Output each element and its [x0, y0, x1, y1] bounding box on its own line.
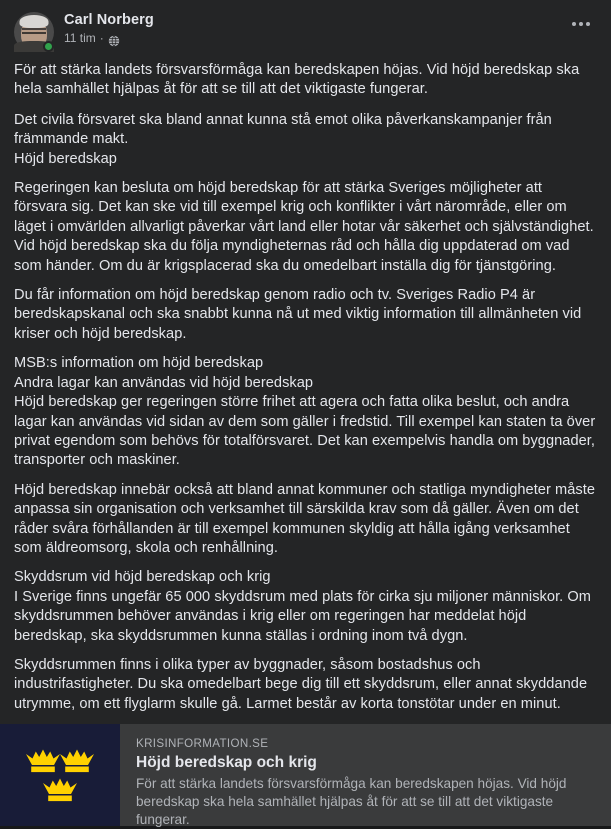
online-status-indicator: [43, 41, 54, 52]
link-preview-domain: KRISINFORMATION.SE: [136, 737, 269, 751]
avatar-hair: [20, 15, 49, 28]
link-preview-title[interactable]: Höjd beredskap och krig: [136, 754, 317, 772]
avatar-glasses: [22, 28, 46, 34]
post-meta: [64, 31, 565, 46]
avatar[interactable]: [14, 12, 54, 52]
link-preview-thumbnail[interactable]: [0, 724, 120, 826]
post-paragraph: Du får information om höjd beredskap genom radio och tv. Sveriges Radio P4 är beredskapskanal och ska snabbt kunna nå ut med viktig information till allmänheten vid kriser och höjd beredskap.: [14, 287, 582, 342]
post-timestamp[interactable]: 11 tim: [64, 31, 96, 45]
meta-separator: ·: [99, 31, 104, 45]
post-body: [0, 55, 611, 724]
link-preview-info: [120, 724, 611, 826]
globe-icon[interactable]: [108, 34, 120, 46]
three-crowns-emblem-icon: [24, 744, 96, 806]
more-options-dot: [579, 22, 583, 26]
post-paragraph: För att stärka landets försvarsförmåga kan beredskapen höjas. Vid höjd beredskap ska hela samhället hjälpas åt för att se till att det viktigaste fungerar.: [14, 62, 580, 98]
post-paragraph: Regeringen kan besluta om höjd beredskap för att stärka Sveriges möjligheter att försvara sig. Det kan ske vid till exempel krig och konflikter i vårt närområde, eller om läget i omvärlden allvarligt påverkar vårt land eller hotar vår säkerhet och självständighet. Vid höjd beredskap ska du följa myndigheternas råd och hålla dig uppdaterad om vad som händer. Om du är krigsplacerad ska du omedelbart inställa dig för tjänstgöring.: [14, 180, 594, 274]
post-paragraph: Höjd beredskap ger regeringen större frihet att agera och fatta olika beslut, och andra lagar kan användas vid sidan av dem som gäller i fredstid. Till exempel kan staten ta över privat egendom som behövs för totalförsvaret. Det kan exempelvis handla om byggnader, transporter och maskiner.: [14, 394, 596, 469]
post-paragraph: MSB:s information om höjd beredskap: [14, 355, 264, 372]
link-preview-card[interactable]: [0, 724, 611, 826]
more-options-dot: [586, 22, 590, 26]
link-preview-description: För att stärka landets försvarsförmåga kan beredskapen höjas. Vid höjd beredskap ska hela samhället hjälpas åt för att se till att det viktigaste fungerar.: [136, 776, 567, 828]
post-paragraph: Skyddsrum vid höjd beredskap och krig: [14, 569, 271, 586]
more-options-button[interactable]: [565, 8, 597, 40]
post-header-text: [64, 11, 565, 46]
post-paragraph: I Sverige finns ungefär 65 000 skyddsrum med plats för cirka sju miljoner människor. Om skyddsrummen behöver användas i krig eller om regeringen har meddelat höjd beredskap, ska skyddsrummen kunna ställas i ordning inom två dygn.: [14, 588, 591, 644]
post-paragraph: Höjd beredskap innebär också att bland annat kommuner och statliga myndigheter måste anpassa sin organisation och verksamhet till särskilda krav som då gäller. Även om det råder svåra förhållanden är till exempel kommunen skyldig att hålla igång verksamhet som äldreomsorg, skola och renhållning.: [14, 481, 595, 556]
post-paragraph: Andra lagar kan användas vid höjd beredskap: [14, 374, 314, 391]
post-paragraph: Det civila försvaret ska bland annat kunna stå emot olika påverkanskampanjer från främmande makt.: [14, 111, 552, 148]
post-paragraph: Höjd beredskap: [14, 150, 117, 167]
more-options-dot: [572, 22, 576, 26]
post-paragraph: Skyddsrummen finns i olika typer av byggnader, såsom bostadshus och industrifastigheter. Du ska omedelbart bege dig till ett skyddsrum, eller annat skyddande utrymme, om ett flyglarm skulle gå. Larmet består av korta tonstötar under en minut.: [14, 656, 588, 712]
post-header: [0, 0, 611, 55]
author-name[interactable]: Carl Norberg: [64, 12, 154, 28]
